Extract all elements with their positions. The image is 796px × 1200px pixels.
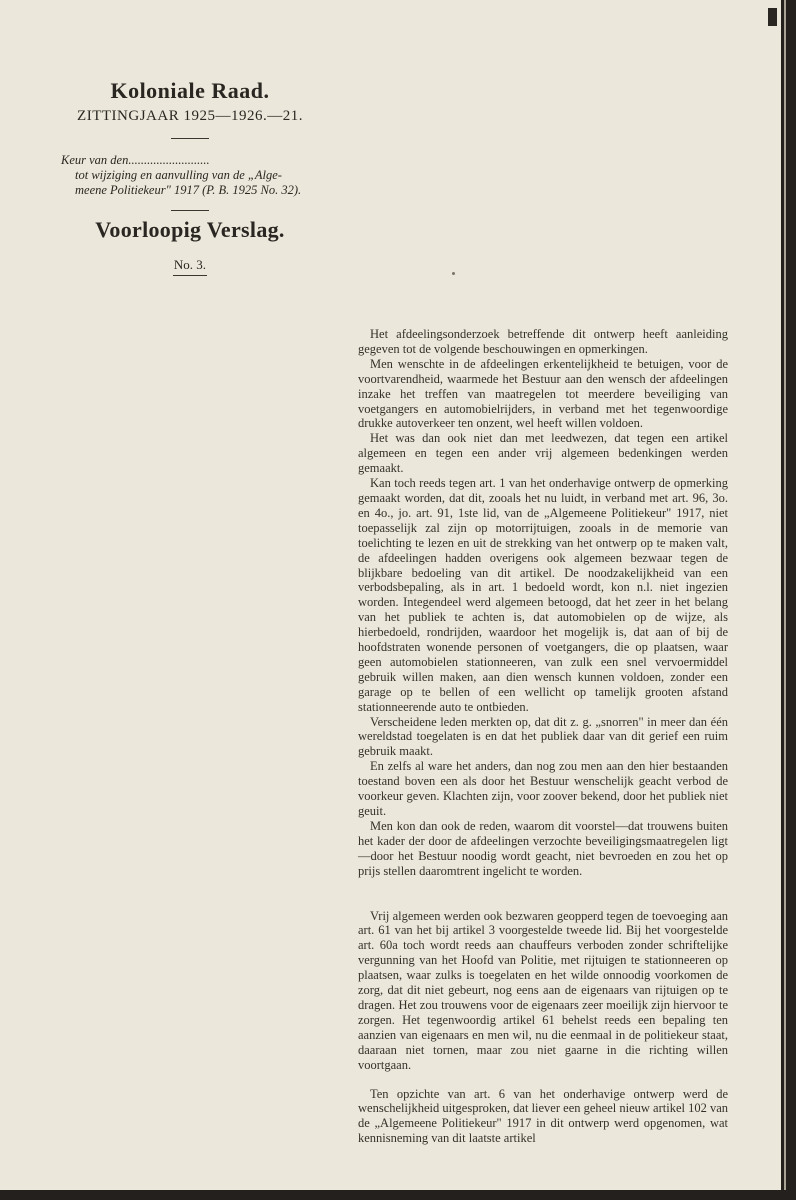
report-title: Voorloopig Verslag. (95, 217, 285, 242)
ink-speck (452, 272, 455, 275)
subject-line-1: Keur van den.......................... (61, 153, 210, 167)
paragraph: En zelfs al ware het anders, dan nog zou men aan den hier bestaanden toestand boven een als door het Bestuur wenschelijk geacht verbod de voorkeur geven. Klachten zijn, voor zoover bekend, door het publiek niet geuit. (358, 759, 728, 818)
title-block (55, 78, 325, 276)
paragraph: Verscheidene leden merkten op, dat dit z. g. „snorren" in meer dan één wereldstad toegelaten is en dat het publiek daar van dit gerief een ruim gebruik maakt. (358, 714, 728, 759)
subject-text (61, 153, 325, 198)
council-name: Koloniale Raad. (110, 78, 270, 103)
binding-mark (768, 8, 777, 26)
report-body (358, 327, 728, 1146)
document-number: No. 3. (173, 257, 207, 272)
session-year: ZITTINGJAAR 1925—1926.—21. (77, 108, 303, 124)
paragraph: Men kon dan ook de reden, waarom dit voorstel—dat trouwens buiten het kader der door de afdeelingen verzochte beveiligingsmaatregelen ligt—door het Bestuur noodig wordt geacht, niet bevroeden en zou het op prijs stellen daaromtrent ingelicht te worden. (358, 818, 728, 878)
paragraph: Het was dan ook niet dan met leedwezen, dat tegen een artikel algemeen en tegen een ander vrij algemeen bedenkingen werden gemaakt. (358, 431, 728, 476)
scan-edge-bottom (0, 1190, 796, 1200)
paragraph: Het afdeelingsonderzoek betreffende dit ontwerp heeft aanleiding gegeven tot de volgende beschouwingen en opmerkingen. (358, 327, 728, 356)
divider (171, 138, 209, 139)
paragraph: Kan toch reeds tegen art. 1 van het onderhavige ontwerp de opmerking gemaakt worden, dat dit, zooals het nu luidt, in verband met art. 96, 3o. en 4o., jo. art. 91, 1ste lid, van de „Algemeene Politiekeur" 1917, niet toepasselijk zal zijn op motorrijtuigen, zooals in de memorie van toelichting te lezen en uit de strekking van het ontwerp op te maken valt, de afdeelingen hadden overigens ook algemeen bezwaar tegen de blijkbare bedoeling van dit artikel. De noodzakelijkheid van een verbodsbepaling, als in art. 1 bedoeld wordt, kon n.l. niet ingezien worden. Integendeel werd algemeen betoogd, dat het zeer in het belang van het publiek te achten is, dat automobielen op de wijze, als hierbedoeld, rondrijden, waardoor het mogelijk is, dat aan of bij de hoofdstraten wonende personen of voetgangers, die op plaatsen, waar geen automobielen stationneeren, van zulk een snel vervoermiddel gebruik willen maken, aan dien wensch kunnen voldoen, zonder een garage op te bellen of een wellicht op tamelijk grooten afstand stationneerende auto te ontbieden. (358, 476, 728, 714)
scan-edge-right (781, 0, 796, 1200)
paragraph: Men wenschte in de afdeelingen erkentelijkheid te betuigen, voor de voortvarendheid, waarmede het Bestuur aan den wensch der afdeelingen inzake het treffen van maatregelen tot meerdere beveiliging van voetgangers en automobielrijders, in verband met het tegenwoordige drukke autoverkeer ten onzent, wel heeft willen voldoen. (358, 356, 728, 431)
subject-line-3: meene Politiekeur" 1917 (P. B. 1925 No. 32). (75, 183, 302, 197)
subject-line-2: tot wijziging en aanvulling van de „Alge- (75, 168, 282, 182)
divider (171, 210, 209, 211)
paragraph: Vrij algemeen werden ook bezwaren geopperd tegen de toevoeging aan art. 61 van het bij artikel 3 voorgestelde tweede lid. Bij het voorgestelde art. 60a toch wordt reeds aan chauffeurs verboden zonder schriftelijke vergunning van het Hoofd van Politie, met rijtuigen te stationneeren op plaatsen, waar zulks is toegelaten en het wilde onnoodig voorkomen de zorg, dat dit niet gebeurt, nog eens aan de eigenaars van rijtuigen op te dragen. Het zou trouwens voor de eigenaars zeer moeilijk zijn hiervoor te zorgen. Het tegenwoordig artikel 61 behelst reeds een bepaling ten aanzien van eigenaars en men wil, nu die eenmaal in de politiekeur staat, daaraan niet tornen, maar zou niet gaarne in die richting willen voortgaan. (358, 908, 728, 1072)
divider (173, 275, 207, 276)
paragraph: Ten opzichte van art. 6 van het onderhavige ontwerp werd de wenschelijkheid uitgesproken, dat liever een geheel nieuw artikel 102 van de „Algemeene Politiekeur" 1917 in dit ontwerp werd opgenomen, wat kennisneming van dit laatste artikel (358, 1086, 729, 1146)
